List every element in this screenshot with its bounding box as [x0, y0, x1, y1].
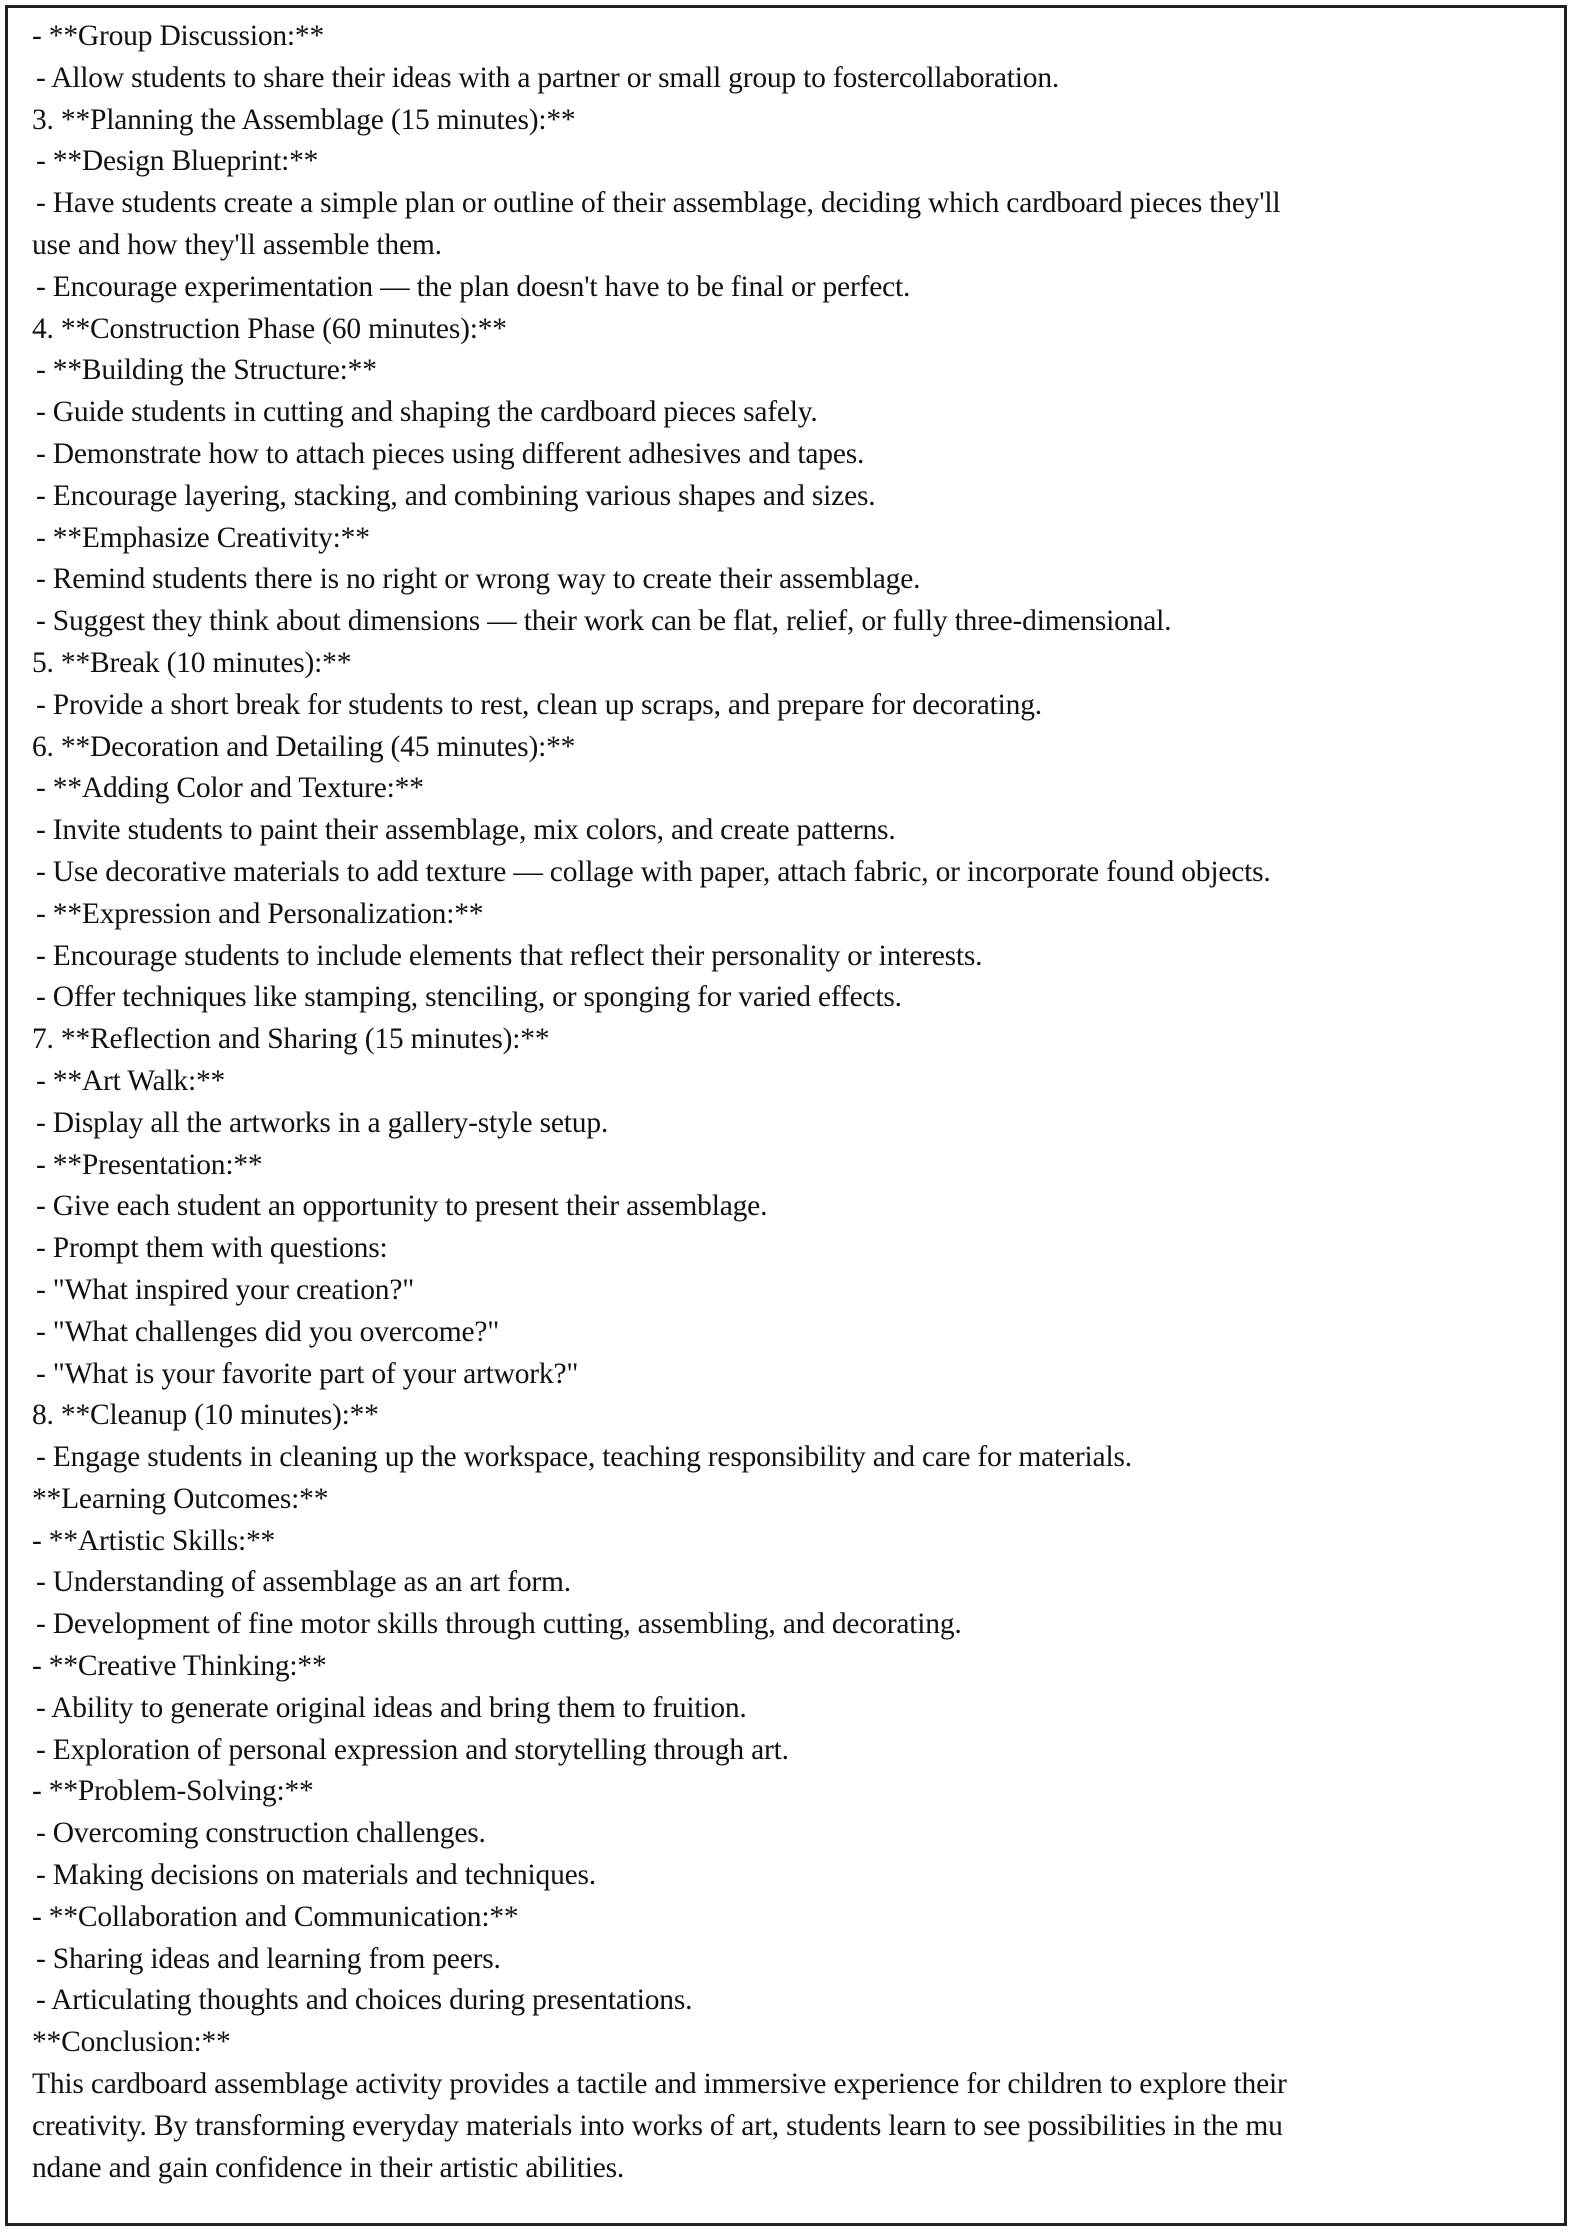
conclusion-line: creativity. By transforming everyday materials into works of art, students learn to see possibilities in the mu — [32, 2109, 1283, 2142]
doc-line: 5. **Break (10 minutes):** — [32, 646, 352, 679]
conclusion-line: ndane and gain confidence in their artistic abilities. — [32, 2151, 625, 2184]
document-body — [32, 16, 1540, 2189]
doc-line: - **Emphasize Creativity:** — [36, 521, 370, 554]
doc-line: **Conclusion:** — [32, 2026, 231, 2059]
doc-line: - **Adding Color and Texture:** — [36, 772, 424, 805]
doc-line: - Engage students in cleaning up the workspace, teaching responsibility and care for materials. — [36, 1441, 1132, 1474]
doc-line: - "What is your favorite part of your artwork?" — [36, 1357, 579, 1390]
doc-line: **Learning Outcomes:** — [32, 1482, 329, 1515]
doc-line: - Give each student an opportunity to present their assemblage. — [36, 1190, 768, 1223]
doc-line: 4. **Construction Phase (60 minutes):** — [32, 312, 507, 345]
doc-line: - **Creative Thinking:** — [32, 1650, 327, 1683]
doc-line: - Encourage experimentation — the plan doesn't have to be final or perfect. — [36, 270, 911, 303]
doc-line: 6. **Decoration and Detailing (45 minutes):** — [32, 730, 576, 763]
doc-line: - Sharing ideas and learning from peers. — [36, 1942, 501, 1975]
doc-line: - Understanding of assemblage as an art form. — [36, 1566, 571, 1599]
doc-line: - Exploration of personal expression and storytelling through art. — [36, 1733, 789, 1766]
doc-line: 8. **Cleanup (10 minutes):** — [32, 1399, 379, 1432]
doc-line: - **Expression and Personalization:** — [36, 897, 484, 930]
doc-line: - **Collaboration and Communication:** — [32, 1900, 519, 1933]
doc-line: - Allow students to share their ideas with a partner or small group to fostercollaboration. — [36, 61, 1060, 94]
document-frame — [5, 5, 1567, 2226]
doc-line: 7. **Reflection and Sharing (15 minutes):** — [32, 1023, 550, 1056]
doc-line: - Ability to generate original ideas and bring them to fruition. — [36, 1691, 747, 1724]
doc-line: - Guide students in cutting and shaping the cardboard pieces safely. — [36, 396, 818, 429]
doc-line: - **Building the Structure:** — [36, 354, 377, 387]
doc-line: - **Group Discussion:** — [32, 20, 325, 52]
doc-line: - Demonstrate how to attach pieces using different adhesives and tapes. — [36, 437, 865, 470]
doc-line: - **Problem-Solving:** — [32, 1775, 314, 1808]
doc-line: - Articulating thoughts and choices during presentations. — [36, 1984, 693, 2017]
doc-line: - "What challenges did you overcome?" — [36, 1315, 500, 1348]
doc-line: - **Artistic Skills:** — [32, 1524, 276, 1557]
doc-line: - Making decisions on materials and techniques. — [36, 1859, 596, 1892]
doc-line: use and how they'll assemble them. — [32, 228, 442, 261]
doc-line: - Offer techniques like stamping, stenciling, or sponging for varied effects. — [36, 981, 902, 1014]
doc-line: - Encourage layering, stacking, and combining various shapes and sizes. — [36, 479, 876, 512]
doc-line: - Have students create a simple plan or outline of their assemblage, deciding which cardboard pieces they'll — [36, 187, 1281, 220]
doc-line: - Development of fine motor skills through cutting, assembling, and decorating. — [36, 1608, 962, 1641]
doc-line: - Provide a short break for students to rest, clean up scraps, and prepare for decorating. — [36, 688, 1042, 721]
doc-line: 3. **Planning the Assemblage (15 minutes):** — [32, 103, 576, 136]
doc-line: - "What inspired your creation?" — [36, 1273, 415, 1306]
conclusion-line: This cardboard assemblage activity provides a tactile and immersive experience for children to explore their — [32, 2068, 1287, 2101]
doc-line: - **Art Walk:** — [36, 1064, 226, 1097]
doc-line: - Encourage students to include elements that reflect their personality or interests. — [36, 939, 983, 972]
doc-line: - Use decorative materials to add texture — collage with paper, attach fabric, or incorporate found objects. — [36, 855, 1271, 888]
doc-line: - Invite students to paint their assemblage, mix colors, and create patterns. — [36, 814, 896, 847]
doc-line: - **Design Blueprint:** — [36, 145, 319, 178]
doc-line: - Display all the artworks in a gallery-style setup. — [36, 1106, 609, 1139]
doc-line: - Remind students there is no right or wrong way to create their assemblage. — [36, 563, 921, 596]
doc-line: - Suggest they think about dimensions — their work can be flat, relief, or fully three-dimensional. — [36, 605, 1172, 638]
doc-line: - **Presentation:** — [36, 1148, 263, 1181]
doc-line: - Overcoming construction challenges. — [36, 1817, 486, 1850]
doc-line: - Prompt them with questions: — [36, 1232, 388, 1265]
